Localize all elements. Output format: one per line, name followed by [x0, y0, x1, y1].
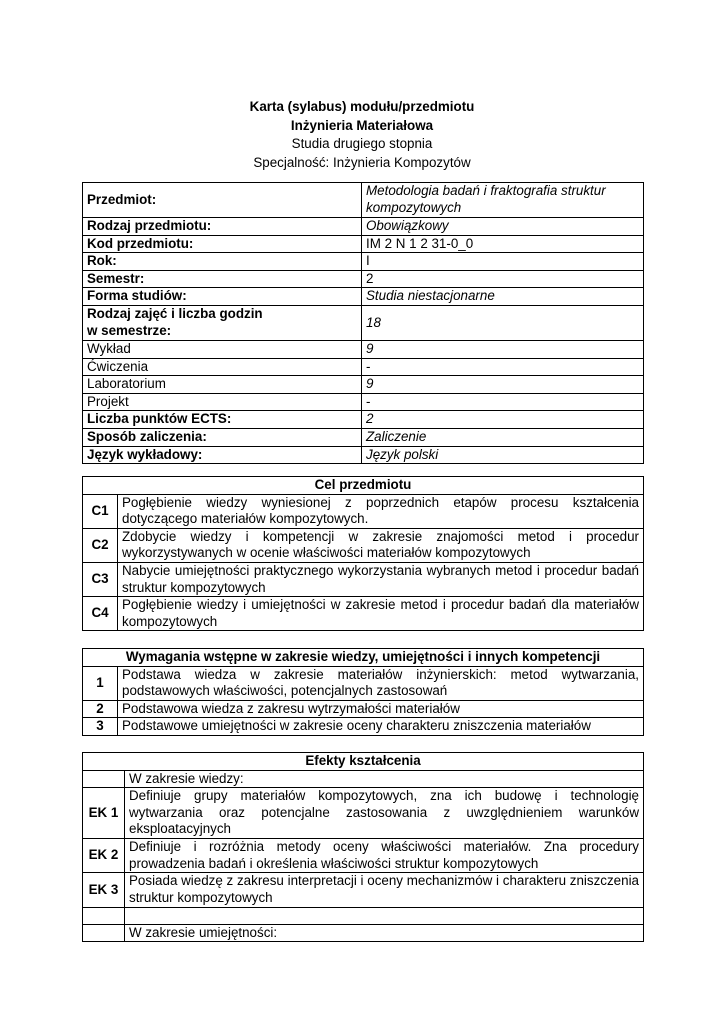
- semestr-label: Semestr:: [83, 270, 362, 288]
- projekt-label: Projekt: [83, 393, 362, 411]
- efekty-title: Efekty kształcenia: [83, 753, 644, 771]
- forma-value: Studia niestacjonarne: [362, 288, 644, 306]
- cwiczenia-label: Ćwiczenia: [83, 358, 362, 376]
- godziny-value: 18: [362, 305, 644, 340]
- cel-text: Pogłębienie wiedzy i umiejętności w zakresie metod i procedur badań dla materiałów kompozytowych: [118, 597, 644, 631]
- wyklad-value: 9: [362, 340, 644, 358]
- wymagania-text: Podstawowa wiedza z zakresu wytrzymałości materiałów: [118, 700, 644, 718]
- przedmiot-label: Przedmiot:: [83, 183, 362, 218]
- efekty-table: [82, 752, 644, 942]
- ects-value: 2: [362, 411, 644, 429]
- header-specialty: Specjalność: Inżynieria Kompozytów: [253, 154, 471, 170]
- umiejetnosci-header: W zakresie umiejętności:: [125, 924, 644, 942]
- cel-code: C4: [83, 597, 118, 631]
- godziny-label: [83, 305, 362, 340]
- cwiczenia-value: -: [362, 358, 644, 376]
- godziny-label-line2: w semestrze:: [87, 322, 172, 338]
- ects-label: Liczba punktów ECTS:: [83, 411, 362, 429]
- godziny-label-line1: Rodzaj zajęć i liczba godzin: [87, 305, 263, 321]
- rodzaj-label: Rodzaj przedmiotu:: [83, 218, 362, 236]
- cel-title: Cel przedmiotu: [83, 477, 644, 495]
- efekt-text: Definiuje i rozróżnia metody oceny właściwości materiałów. Zna procedury prowadzenia badań i określenia właściwości struktur kompozytowych: [125, 839, 644, 873]
- kod-label: Kod przedmiotu:: [83, 235, 362, 253]
- zaliczenie-value: Zaliczenie: [362, 428, 644, 446]
- header-title: Karta (sylabus) modułu/przedmiotu: [249, 99, 475, 114]
- wymagania-text: Podstawa wiedza w zakresie materiałów inżynierskich: metod wytwarzania, podstawowych właściwości, potencjalnych zastosowań: [118, 666, 644, 700]
- laboratorium-label: Laboratorium: [83, 376, 362, 394]
- rok-label: Rok:: [83, 253, 362, 271]
- wymagania-code: 1: [83, 666, 118, 700]
- document-header: [0, 98, 724, 172]
- efekt-code: EK 3: [83, 873, 125, 907]
- cel-code: C2: [83, 528, 118, 562]
- empty-cell: [83, 924, 125, 942]
- wyklad-label: Wykład: [83, 340, 362, 358]
- wymagania-text: Podstawowe umiejętności w zakresie oceny charakteru zniszczenia materiałów: [118, 718, 644, 736]
- header-level: Studia drugiego stopnia: [291, 136, 433, 152]
- forma-label: Forma studiów:: [83, 288, 362, 306]
- efekt-text: Definiuje grupy materiałów kompozytowych, zna ich budowę i technologię wytwarzania oraz potencjalne zastosowania z uwzględnieniem warunków eksploatacyjnych: [125, 788, 644, 839]
- header-field: Inżynieria Materiałowa: [290, 117, 434, 133]
- rodzaj-value: Obowiązkowy: [362, 218, 644, 236]
- efekt-code: EK 2: [83, 839, 125, 873]
- wymagania-code: 3: [83, 718, 118, 736]
- efekt-code: EK 1: [83, 788, 125, 839]
- przedmiot-value: Metodologia badań i fraktografia struktur kompozytowych: [362, 183, 644, 218]
- cel-text: Nabycie umiejętności praktycznego wykorzystania wybranych metod i procedur badań struktur kompozytowych: [118, 562, 644, 596]
- jezyk-value: Język polski: [362, 446, 644, 464]
- cel-code: C3: [83, 562, 118, 596]
- wymagania-code: 2: [83, 700, 118, 718]
- cel-text: Zdobycie wiedzy i kompetencji w zakresie znajomości metod i procedur wykorzystywanych w ocenie właściwości materiałów kompozytowych: [118, 528, 644, 562]
- cel-text: Pogłębienie wiedzy wyniesionej z poprzednich etapów procesu kształcenia dotyczącego materiałów kompozytowych.: [118, 494, 644, 528]
- empty-cell: [83, 907, 125, 924]
- empty-cell: [83, 770, 125, 788]
- cel-code: C1: [83, 494, 118, 528]
- wymagania-table: [82, 648, 644, 736]
- wiedza-header: W zakresie wiedzy:: [125, 770, 644, 788]
- semestr-value: 2: [362, 270, 644, 288]
- course-info-table: [82, 182, 644, 464]
- kod-value: IM 2 N 1 2 31-0_0: [362, 235, 644, 253]
- laboratorium-value: 9: [362, 376, 644, 394]
- rok-value: I: [362, 253, 644, 271]
- projekt-value: -: [362, 393, 644, 411]
- jezyk-label: Język wykładowy:: [83, 446, 362, 464]
- empty-cell: [125, 907, 644, 924]
- cel-table: [82, 476, 644, 631]
- zaliczenie-label: Sposób zaliczenia:: [83, 428, 362, 446]
- wymagania-title: Wymagania wstępne w zakresie wiedzy, umiejętności i innych kompetencji: [83, 649, 644, 667]
- efekt-text: Posiada wiedzę z zakresu interpretacji i oceny mechanizmów i charakteru zniszczenia struktur kompozytowych: [125, 873, 644, 907]
